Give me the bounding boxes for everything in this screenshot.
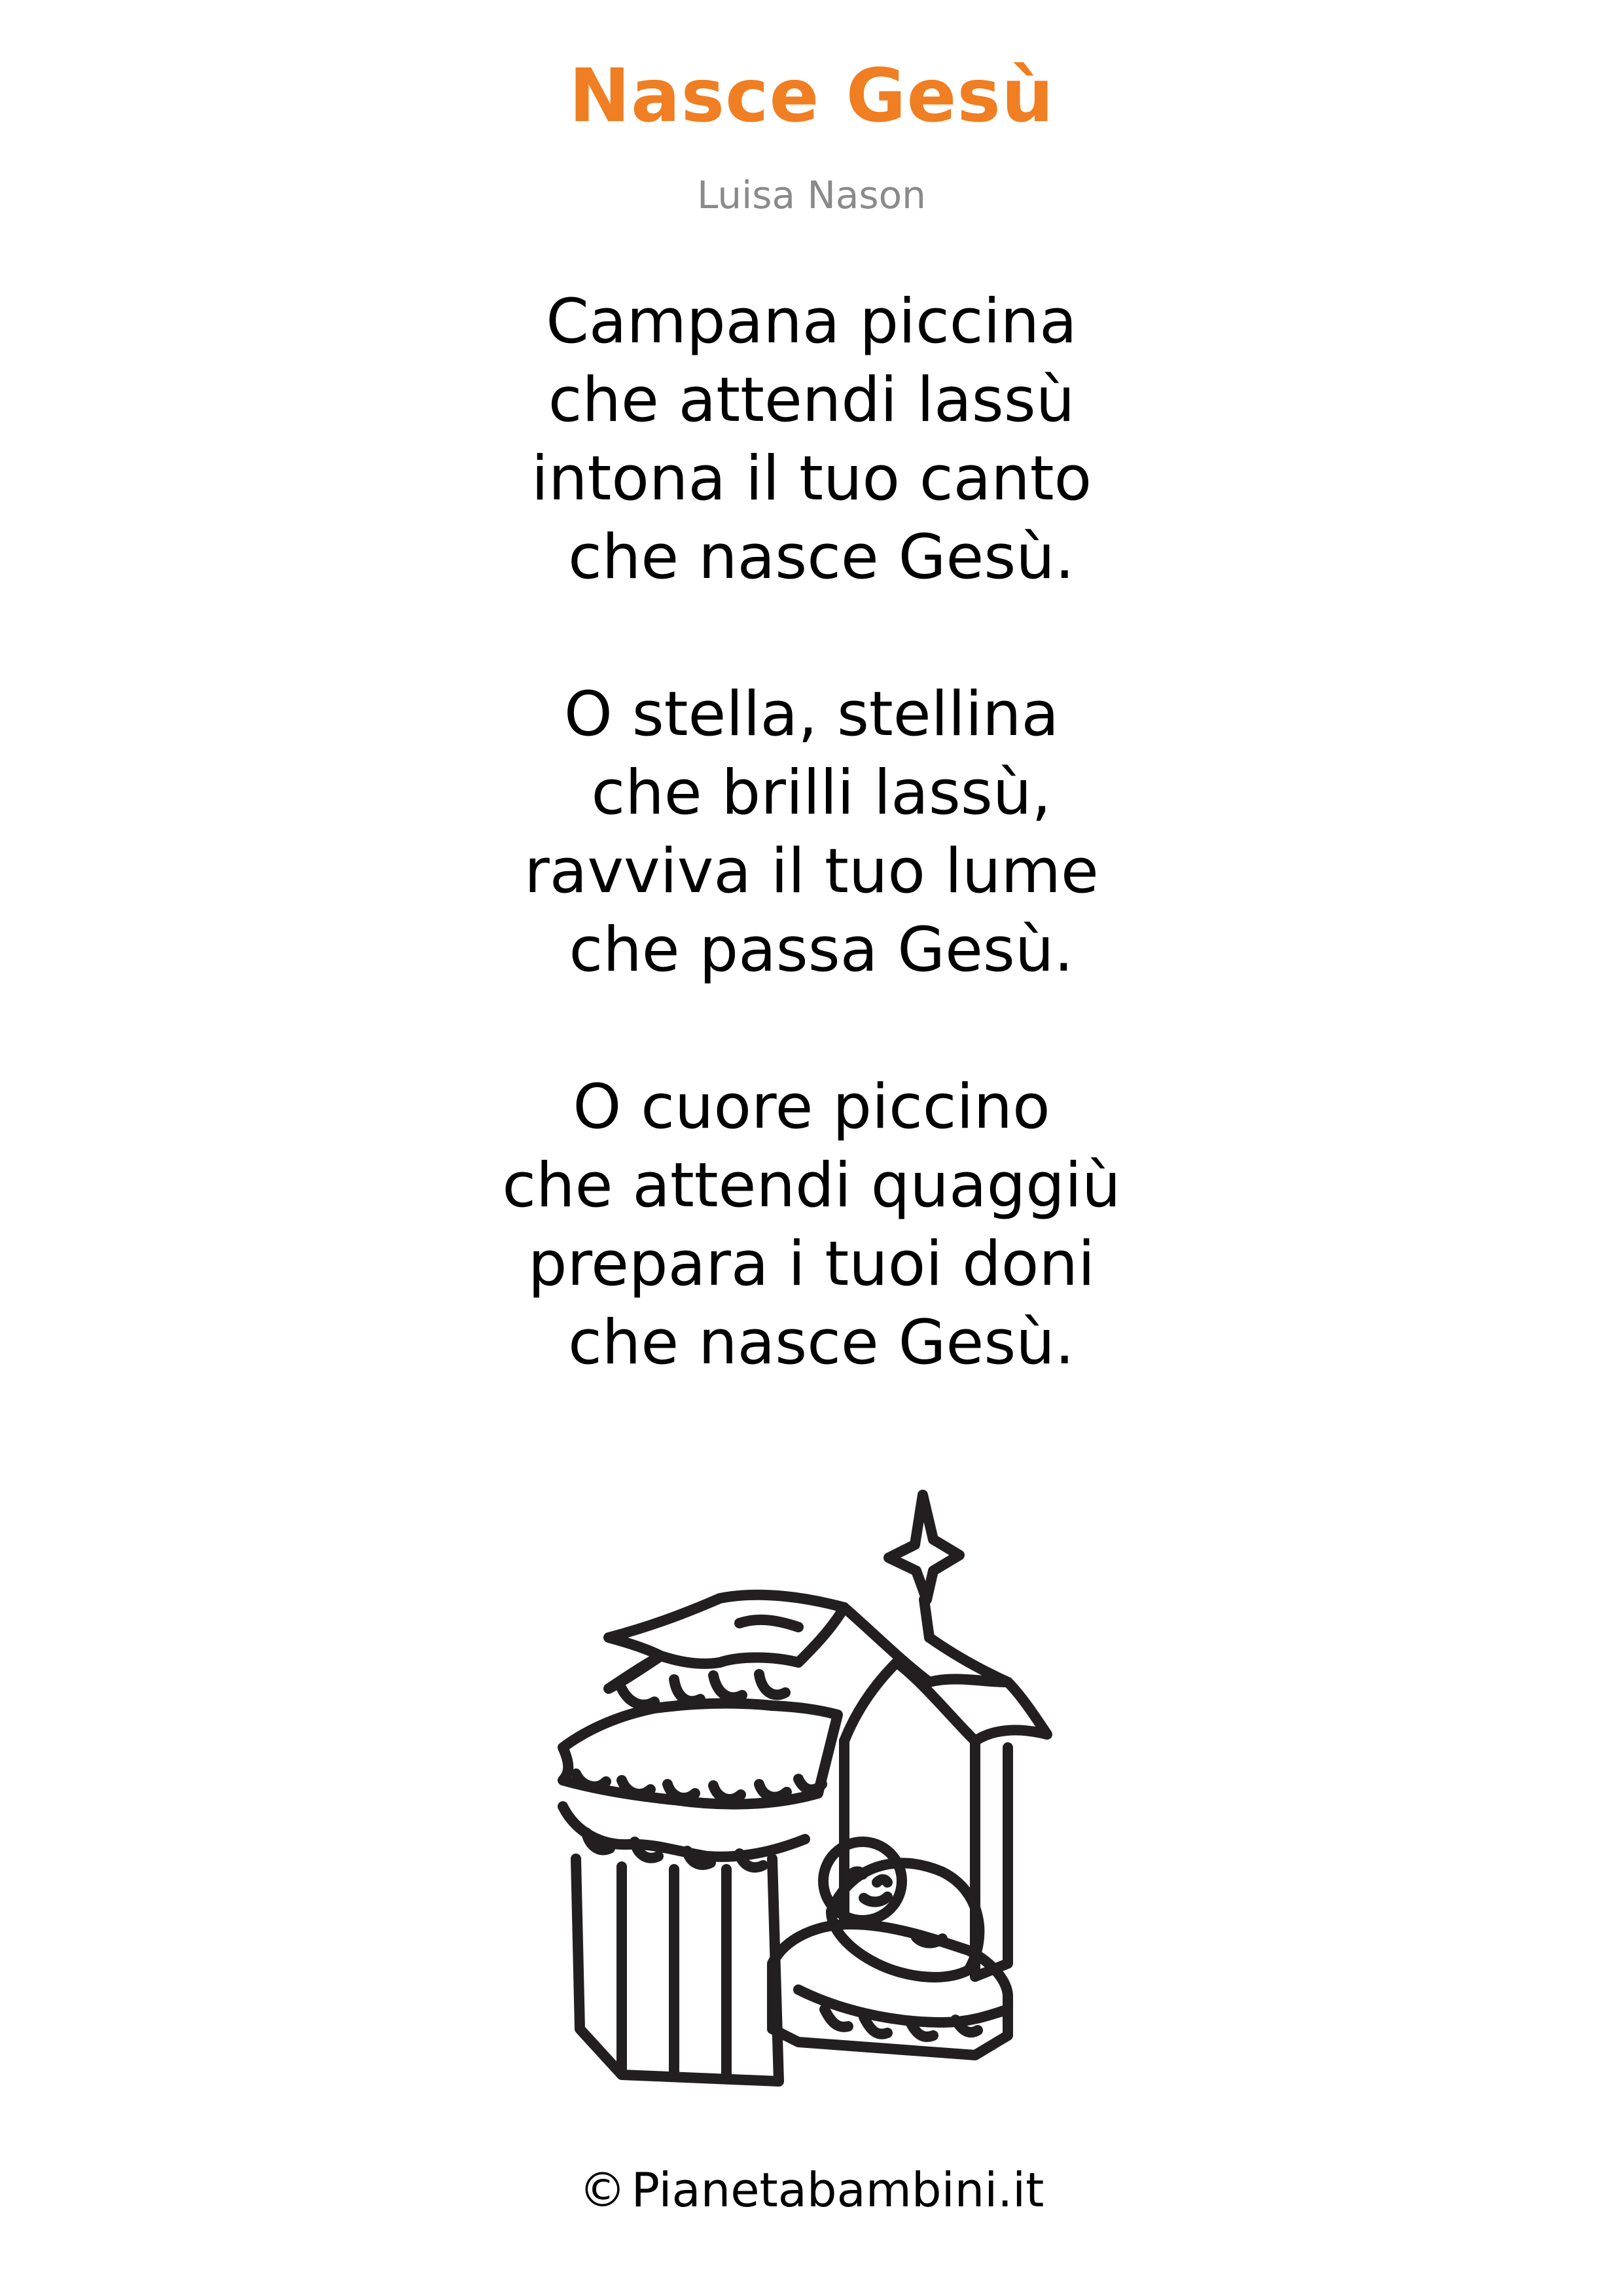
site-name[interactable]: Pianetabambini.it (631, 2162, 1044, 2217)
poem-body (0, 283, 1623, 1461)
roof-thatch-upper (609, 1595, 844, 1689)
verse-line: Campana piccina (546, 286, 1077, 357)
nativity-hut-icon (524, 1466, 1099, 2134)
verse-line: che attendi quaggiù (502, 1150, 1121, 1221)
verse-line: prepara i tuoi doni (527, 1229, 1096, 1300)
stanza-2 (0, 675, 1623, 990)
verse-line: che passa Gesù. (549, 914, 1074, 986)
roof-gable (844, 1607, 1047, 1741)
verse-line: che brilli lassù, (571, 757, 1052, 829)
verse-line: O cuore piccino (573, 1071, 1050, 1143)
poem-author: Luisa Nason (697, 173, 926, 217)
star-icon (889, 1495, 959, 1600)
verse-line: O stella, stellina (563, 679, 1060, 750)
footer-credit (0, 2157, 1623, 2223)
stanza-1 (0, 283, 1623, 597)
verse-line: che nasce Gesù. (548, 522, 1075, 593)
copyright-icon: © (579, 2162, 626, 2217)
poem-title: Nasce Gesù (569, 54, 1054, 139)
verse-line: ravviva il tuo lume (524, 836, 1099, 907)
verse-line: che nasce Gesù. (548, 1307, 1075, 1378)
verse-line: intona il tuo canto (531, 443, 1092, 514)
star-pole (924, 1600, 929, 1638)
stanza-3 (0, 1068, 1623, 1382)
verse-line: che attendi lassù (548, 365, 1075, 436)
